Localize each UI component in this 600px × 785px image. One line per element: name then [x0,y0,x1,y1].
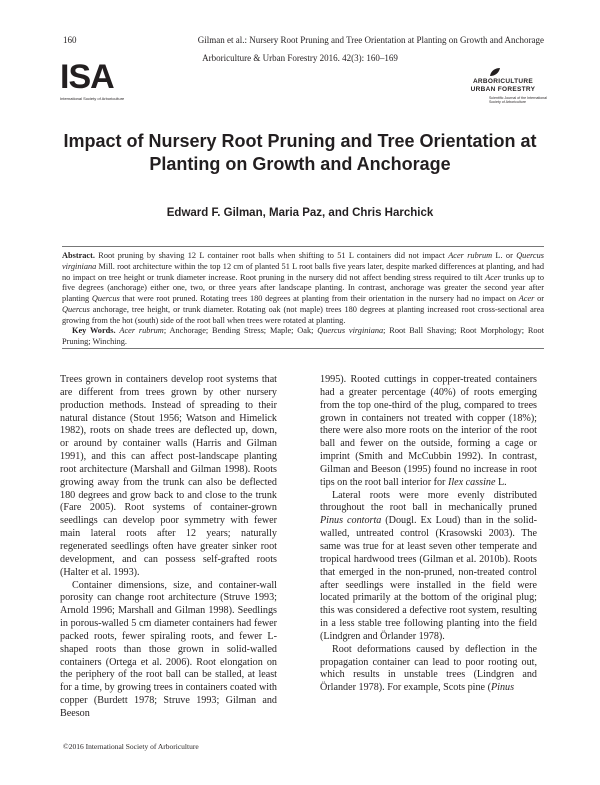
abstract-text: Abstract. Root pruning by shaving 12 L container root balls when shifting to 51 L containers did not impact Acer rubrum L. or Quercus virginiana Mill. root architecture within the top 12 cm of planted 51 L root balls five years later, despite marked differences at planting, and had no impact on tree height or trunk diameter increase. Root pruning in the nursery did not affect bending stress required to tilt Acer trunks up to five degrees (anchorage) either one, two, or three years after landscape planting. In contrast, anchorage was greater the second year after planting Quercus that were root pruned. Rotating trees 180 degrees at planting from their orientation in the nursery had no impact on Acer or Quercus anchorage, tree height, or trunk diameter. Rotating oak (not maple) trees 180 degrees at planting increased root cross-sectional area growing from the hot (south) side of the root ball when trees were rotated at planting. [62,251,544,325]
abstract-top-rule [62,246,544,247]
body-column-left [60,374,277,721]
paragraph: Container dimensions, size, and container-wall porosity can change root architecture (Struve 1993; Arnold 1996; Marshall and Gilman 1998). Seedlings in porous-walled 5 cm diameter containers had fewer packed roots, fewer spiraling roots, and fewer L-shaped roots than those grown in solid-walled containers (Ortega et al. 2006). Root elongation on the periphery of the root ball can be stalled, at least for a time, by growing trees in containers coated with copper (Burdett 1978; Struve 1993; Gilman and Beeson [60,579,277,719]
isa-logo [60,60,140,104]
paragraph: Trees grown in containers develop root systems that are different from trees grown by other nursery production methods. Instead of spreading to their natural distance (Stout 1956; Watson and Himelick 1982), roots on shade trees are deflected up, down, or around by container walls (Harris and Gilman 1991), and this can affect post-landscape planting root architecture (Marshall and Gilman 1998). Roots growing away from the trunk can also be deflected 180 degrees and grow back to and close to the trunk (Fare 2005). Root systems of container-grown seedlings can develop poor symmetry with fewer main lateral roots after 12 years; naturally regenerated seedlings often have greater sinker root development, and can possess self-grafted roots (Halter et al. 1993). [60,374,277,578]
paragraph: Lateral roots were more evenly distributed throughout the root ball in mechanically pruned Pinus contorta (Dougl. Ex Loud) than in the solid-walled, untreated control (Krasowski 2003). The same was true for at least seven other temperate and tropical hardwood trees (Gilman et al. 2010b). Roots that emerged in the non-pruned, non-treated control after seedlings were installed in the field were located primarily at the bottom of the original plug; this was considered a defective root system, resulting in a less stable tree following planting into the field (Lindgren and Örlander 1978). [320,489,538,642]
paragraph: Root deformations caused by deflection in the propagation container can lead to poor rooting out, which results in unstable trees (Lindgren and Örlander 1978). For example, Scots pine (Pinus [320,643,537,694]
abstract-bottom-rule [62,348,544,349]
auf-logo-subtitle: Scientific Journal of the International Society of Arboriculture [489,96,547,105]
journal-citation: Arboriculture & Urban Forestry 2016. 42(3): 160–169 [202,53,398,63]
copyright-footer: ©2016 International Society of Arboriculture [63,742,199,751]
page-number: 160 [63,35,77,45]
isa-logo-tagline: International Society of Arboriculture [60,96,125,101]
abstract-block [62,251,544,348]
article-authors: Edward F. Gilman, Maria Paz, and Chris Harchick [166,207,434,219]
paragraph: 1995). Rooted cuttings in copper-treated containers had a greater percentage (40%) of roots emerging from the top one-third of the plug, compared to trees grown in containers not treated with copper (18%); there were also more roots on the interior of the root ball and fewer on the outside, forming a cage or imprint (Smith and McCubbin 1992). In contrast, Gilman and Beeson (1995) found no increase in root tips on the root ball interior for Ilex cassine L. [320,374,537,488]
body-column-right [320,374,537,695]
auf-logo-line1: ARBORICULTURE [472,78,534,85]
isa-logo-letters: ISA [60,58,114,96]
key-words: Key Words. Acer rubrum; Anchorage; Bending Stress; Maple; Oak; Quercus virginiana; Root Ball Shaving; Root Morphology; Root Pruning; Winching. [62,326,545,346]
auf-logo-line2: URBAN FORESTRY [470,86,536,93]
leaf-icon [489,67,501,77]
auf-journal-logo [463,67,547,111]
running-head: Gilman et al.: Nursery Root Pruning and Tree Orientation at Planting on Growth and Anchorage [197,35,544,45]
article-title: Impact of Nursery Root Pruning and Tree Orientation at Planting on Growth and Anchorage [63,131,537,174]
